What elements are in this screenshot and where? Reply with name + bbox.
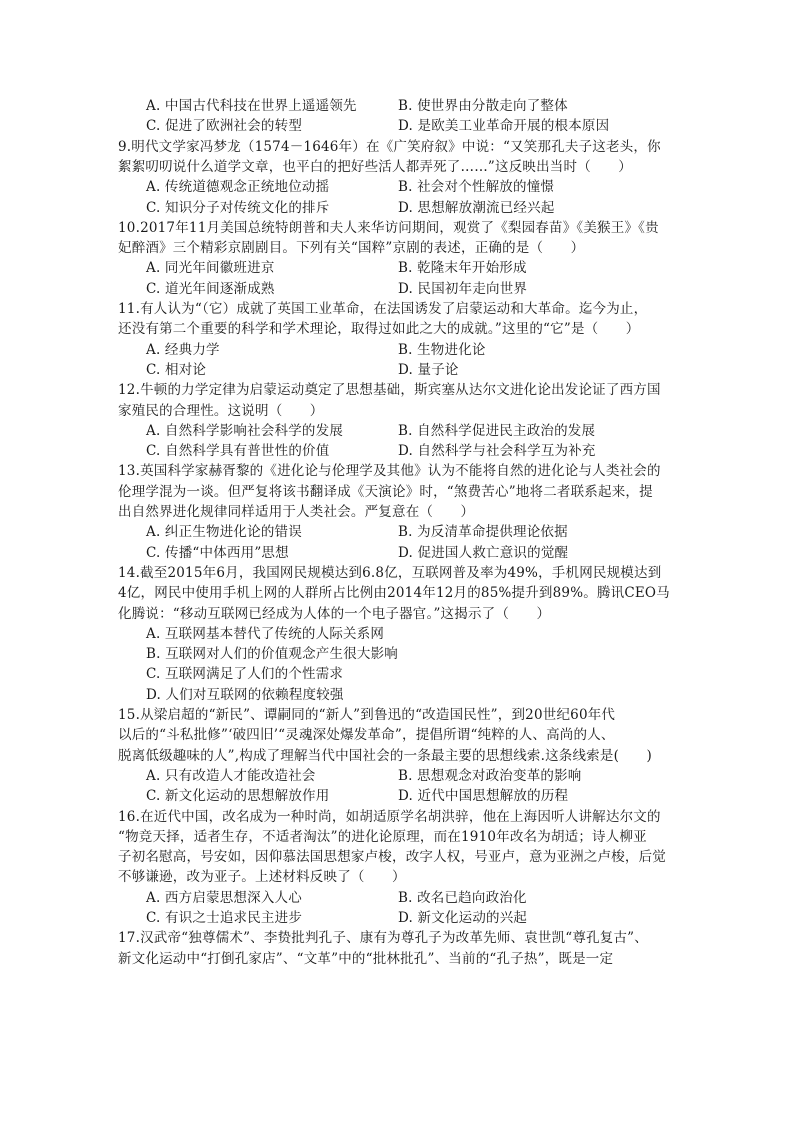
question-text-line: 絮絮叨叨说什么道学文章，也平白的把好些活人都弄死了……”这反映出当时（ ）	[118, 159, 633, 175]
answer-option: B. 社会对个性解放的憧憬	[398, 179, 555, 195]
question-text-line: 16.在近代中国，改名成为一种时尚，如胡适原学名胡洪骍，他在上海因听人讲解达尔文的	[118, 809, 661, 825]
question-text-line: 伦理学混为一谈。但严复将该书翻译成《天演论》时，“煞费苦心”地将二者联系起来，提	[118, 484, 653, 500]
answer-option: C. 相对论	[146, 362, 207, 378]
question-text-line: 以后的“斗私批修”‘破四旧’“灵魂深处爆发革命”，提倡所谓“纯粹的人、高尚的人、	[118, 727, 615, 743]
answer-option: B. 改名已趋向政治化	[398, 890, 527, 906]
question-text-line: 妃醉酒》三个精彩京剧剧目。下列有关“国粹”京剧的表述，正确的是（ ）	[118, 240, 585, 256]
answer-option: A. 经典力学	[146, 342, 220, 358]
answer-option: D. 量子论	[398, 362, 459, 378]
answer-option: A. 互联网基本替代了传统的人际关系网	[146, 626, 385, 642]
answer-option: B. 乾隆末年开始形成	[398, 260, 527, 276]
question-text-line: 15.从梁启超的“新民”、谭嗣同的“新人”到鲁迅的“改造国民性”，到20世纪60年代	[118, 707, 616, 723]
answer-option: C. 促进了欧洲社会的转型	[146, 118, 303, 134]
answer-option: D. 促进国人救亡意识的觉醒	[398, 545, 569, 561]
answer-option: B. 使世界由分散走向了整体	[398, 98, 568, 114]
answer-option: B. 自然科学促进民主政治的发展	[398, 423, 596, 439]
question-text-line: 12.牛顿的力学定律为启蒙运动奠定了思想基础，斯宾塞从达尔文进化论出发论证了西方国	[118, 382, 661, 398]
answer-option: C. 新文化运动的思想解放作用	[146, 788, 330, 804]
answer-option: A. 中国古代科技在世界上遥遥领先	[146, 98, 357, 114]
answer-option: B. 互联网对人们的价值观念产生很大影响	[146, 646, 399, 662]
question-text-line: 10.2017年11月美国总统特朗普和夫人来华访问期间，观赏了《梨园春苗》《美猴王》《贵	[118, 220, 659, 236]
answer-option: A. 西方启蒙思想深入人心	[146, 890, 302, 906]
answer-option: C. 自然科学具有普世性的价值	[146, 443, 330, 459]
answer-option: C. 传播“中体西用”思想	[146, 545, 289, 561]
question-text-line: 出自然界进化规律同样适用于人类社会。严复意在（ ）	[118, 504, 475, 520]
answer-option: B. 生物进化论	[398, 342, 486, 358]
question-text-line: 不够谦逊，改为亚子。上述材料反映了（ ）	[118, 869, 406, 885]
question-text-line: 化腾说：“移动互联网已经成为人体的一个电子器官。”这揭示了（ ）	[118, 606, 551, 622]
question-text-line: “物竞天择，适者生存，不适者淘汰”的进化论原理，而在1910年改名为胡适；诗人柳亚	[118, 829, 647, 845]
answer-option: B. 思想观念对政治变革的影响	[398, 768, 582, 784]
question-text-line: 子初名慰高，号安如，因仰慕法国思想家卢梭，改字人权，号亚卢，意为亚洲之卢梭，后觉	[118, 849, 666, 865]
answer-option: D. 新文化运动的兴起	[398, 910, 528, 926]
question-text-line: 9.明代文学家冯梦龙（1574－1646年）在《广笑府叙》中说：“又笑那孔夫子这老头，你	[118, 139, 661, 155]
answer-option: D. 人们对互联网的依赖程度较强	[146, 687, 344, 703]
answer-option: C. 道光年间逐渐成熟	[146, 281, 275, 297]
question-text-line: 4亿，网民中使用手机上网的人群所占比例由2014年12月的85%提升到89%。腾讯CEO马	[118, 585, 670, 601]
answer-option: A. 只有改造人才能改造社会	[146, 768, 316, 784]
answer-option: D. 自然科学与社会科学互为补充	[398, 443, 596, 459]
answer-option: D. 民国初年走向世界	[398, 281, 528, 297]
question-text-line: 家殖民的合理性。这说明（ ）	[118, 403, 324, 419]
answer-option: A. 同光年间徽班进京	[146, 260, 275, 276]
answer-option: A. 传统道德观念正统地位动摇	[146, 179, 330, 195]
answer-option: C. 互联网满足了人们的个性需求	[146, 666, 344, 682]
answer-option: D. 是欧美工业革命开展的根本原因	[398, 118, 610, 134]
question-text-line: 13.英国科学家赫胥黎的《进化论与伦理学及其他》认为不能将自然的进化论与人类社会的	[118, 463, 661, 479]
answer-option: D. 思想解放潮流已经兴起	[398, 200, 555, 216]
answer-option: C. 有识之士追求民主进步	[146, 910, 303, 926]
answer-option: D. 近代中国思想解放的历程	[398, 788, 569, 804]
question-text-line: 17.汉武帝“独尊儒术”、李贽批判孔子、康有为尊孔子为改革先师、袁世凯“尊孔复古”、	[118, 930, 648, 946]
answer-option: A. 自然科学影响社会科学的发展	[146, 423, 344, 439]
question-text-line: 14.截至2015年6月，我国网民规模达到6.8亿，互联网普及率为49%，手机网民规模达到	[118, 565, 662, 581]
answer-option: A. 纠正生物进化论的错误	[146, 524, 302, 540]
question-text-line: 脱离低级趣味的人”,构成了理解当代中国社会的一条最主要的思想线索.这条线索是( )	[118, 748, 652, 764]
answer-option: B. 为反清革命提供理论依据	[398, 524, 568, 540]
question-text-line: 11.有人认为“（它）成就了英国工业革命，在法国诱发了启蒙运动和大革命。迄今为止，	[118, 301, 648, 317]
answer-option: C. 知识分子对传统文化的排斥	[146, 200, 330, 216]
question-text-line: 还没有第二个重要的科学和学术理论，取得过如此之大的成就。”这里的“它”是（ ）	[118, 321, 640, 337]
question-text-line: 新文化运动中“打倒孔家店”、“文革”中的“批林批孔”、当前的“孔子热”，既是一定	[118, 951, 614, 967]
